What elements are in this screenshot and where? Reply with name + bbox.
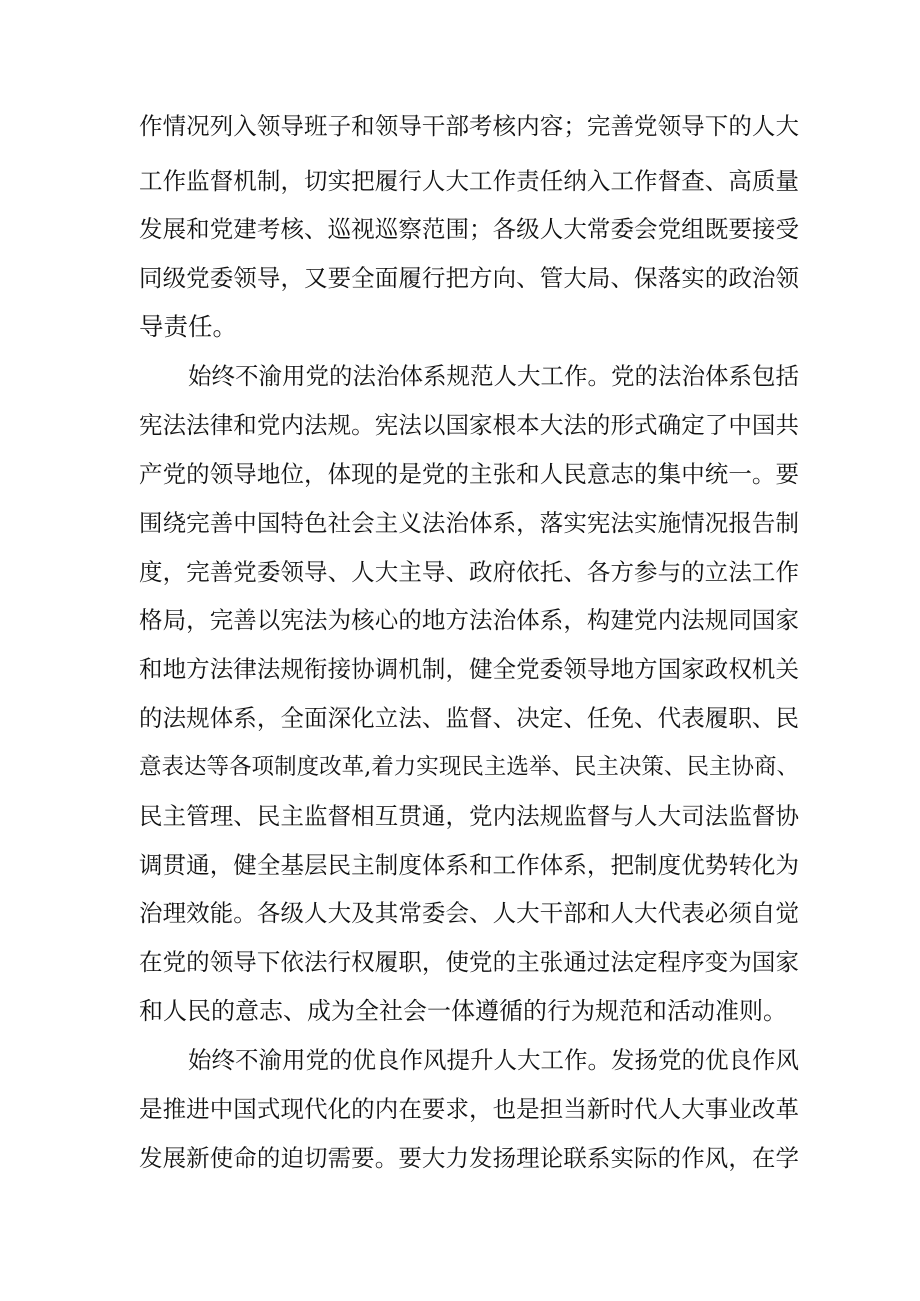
text-line: 围绕完善中国特色社会主义法治体系，落实宪法实施情况报告制 — [139, 509, 799, 537]
text-line: 宪法法律和党内法规。宪法以国家根本大法的形式确定了中国共 — [139, 411, 799, 439]
text-line: 意表达等各项制度改革,着力实现民主选举、民主决策、民主协商、 — [139, 754, 799, 780]
text-line: 和人民的意志、成为全社会一体遵循的行为规范和活动准则。 — [139, 997, 787, 1025]
text-line: 工作监督机制，切实把履行人大工作责任纳入工作督查、高质量 — [139, 167, 799, 195]
text-line: 产党的领导地位，体现的是党的主张和人民意志的集中统一。要 — [139, 460, 799, 488]
text-line: 度，完善党委领导、人大主导、政府依托、各方参与的立法工作 — [139, 558, 799, 586]
text-line: 民主管理、民主监督相互贯通，党内法规监督与人大司法监督协 — [139, 802, 799, 830]
text-line: 格局，完善以宪法为核心的地方法治体系，构建党内法规同国家 — [139, 606, 799, 634]
text-line: 发展和党建考核、巡视巡察范围；各级人大常委会党组既要接受 — [139, 215, 799, 243]
text-line: 调贯通，健全基层民主制度体系和工作体系，把制度优势转化为 — [139, 851, 799, 879]
text-line: 作情况列入领导班子和领导干部考核内容；完善党领导下的人大 — [139, 112, 799, 140]
text-line: 治理效能。各级人大及其常委会、人大干部和人大代表必须自觉 — [139, 899, 799, 927]
paragraph-first-line: 始终不渝用党的法治体系规范人大工作。党的法治体系包括 — [188, 362, 799, 390]
text-line: 是推进中国式现代化的内在要求，也是担当新时代人大事业改革 — [139, 1095, 799, 1123]
text-line: 在党的领导下依法行权履职，使党的主张通过法定程序变为国家 — [139, 948, 799, 976]
text-line: 和地方法律法规衔接协调机制，健全党委领导地方国家政权机关 — [139, 655, 799, 683]
paragraph-first-line: 始终不渝用党的优良作风提升人大工作。发扬党的优良作风 — [188, 1046, 799, 1074]
text-line: 发展新使命的迫切需要。要大力发扬理论联系实际的作风，在学 — [139, 1144, 799, 1172]
text-line: 同级党委领导，又要全面履行把方向、管大局、保落实的政治领 — [139, 264, 799, 292]
text-line: 的法规体系，全面深化立法、监督、决定、任免、代表履职、民 — [139, 704, 799, 732]
text-line: 导责任。 — [139, 312, 237, 341]
